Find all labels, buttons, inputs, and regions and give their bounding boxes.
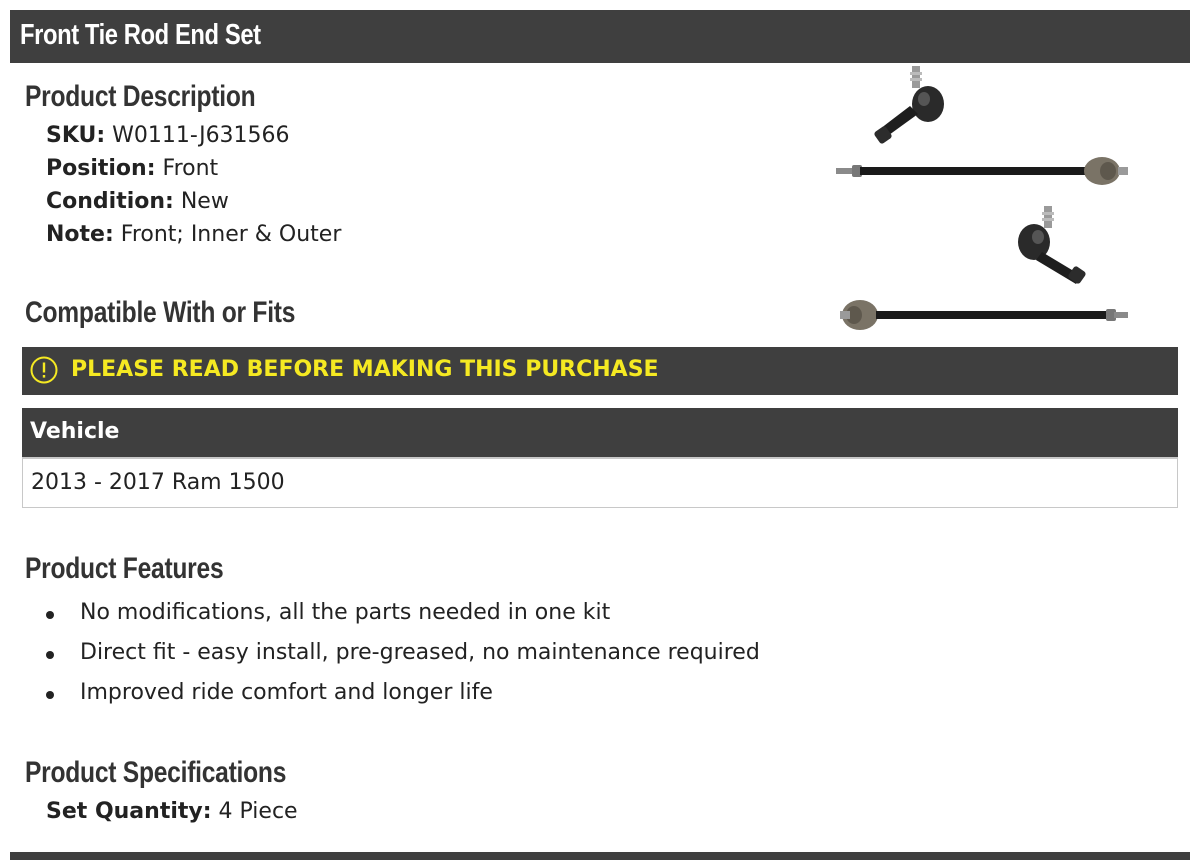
position-value: Front — [162, 156, 219, 181]
set-quantity-field — [46, 799, 298, 824]
vehicle-table-header — [22, 408, 1178, 459]
outer-tie-rod-end-lower — [1018, 206, 1087, 285]
feature-text: Direct fit - easy install, pre-greased, no maintenance required — [80, 640, 760, 665]
product-description-heading: Product Description — [25, 80, 256, 113]
note-label: Note: — [46, 222, 114, 247]
sku-value: W0111-J631566 — [112, 123, 290, 148]
position-label: Position: — [46, 156, 156, 181]
title-bar — [10, 10, 1190, 63]
bullet-icon — [46, 691, 54, 699]
exclamation-circle-icon — [30, 356, 58, 384]
compatible-heading: Compatible With or Fits — [25, 296, 296, 329]
vehicle-table — [22, 408, 1178, 508]
sku-label: SKU: — [46, 123, 106, 148]
position-field — [46, 156, 218, 181]
set-quantity-label: Set Quantity: — [46, 799, 212, 824]
note-field — [46, 222, 341, 247]
note-value: Front; Inner & Outer — [120, 222, 342, 247]
sku-field — [46, 123, 290, 148]
inner-tie-rod-lower — [840, 300, 1128, 330]
page-title: Front Tie Rod End Set — [20, 19, 261, 51]
table-row: 2013 - 2017 Ram 1500 — [31, 470, 285, 495]
set-quantity-value: 4 Piece — [218, 799, 298, 824]
vehicle-column-header: Vehicle — [30, 419, 120, 444]
purchase-warning-bar — [22, 347, 1178, 395]
condition-value: New — [180, 189, 229, 214]
inner-tie-rod-upper — [836, 157, 1128, 185]
bottom-divider — [10, 852, 1190, 860]
warning-text: PLEASE READ BEFORE MAKING THIS PURCHASE — [71, 357, 659, 382]
bullet-icon — [46, 611, 54, 619]
product-image — [830, 62, 1140, 342]
bullet-icon — [46, 651, 54, 659]
condition-field — [46, 189, 229, 214]
outer-tie-rod-end-upper — [873, 66, 944, 145]
product-specifications-heading: Product Specifications — [25, 756, 287, 789]
feature-text: No modifications, all the parts needed in one kit — [80, 600, 611, 625]
feature-text: Improved ride comfort and longer life — [80, 680, 493, 705]
condition-label: Condition: — [46, 189, 174, 214]
product-features-heading: Product Features — [25, 552, 224, 585]
